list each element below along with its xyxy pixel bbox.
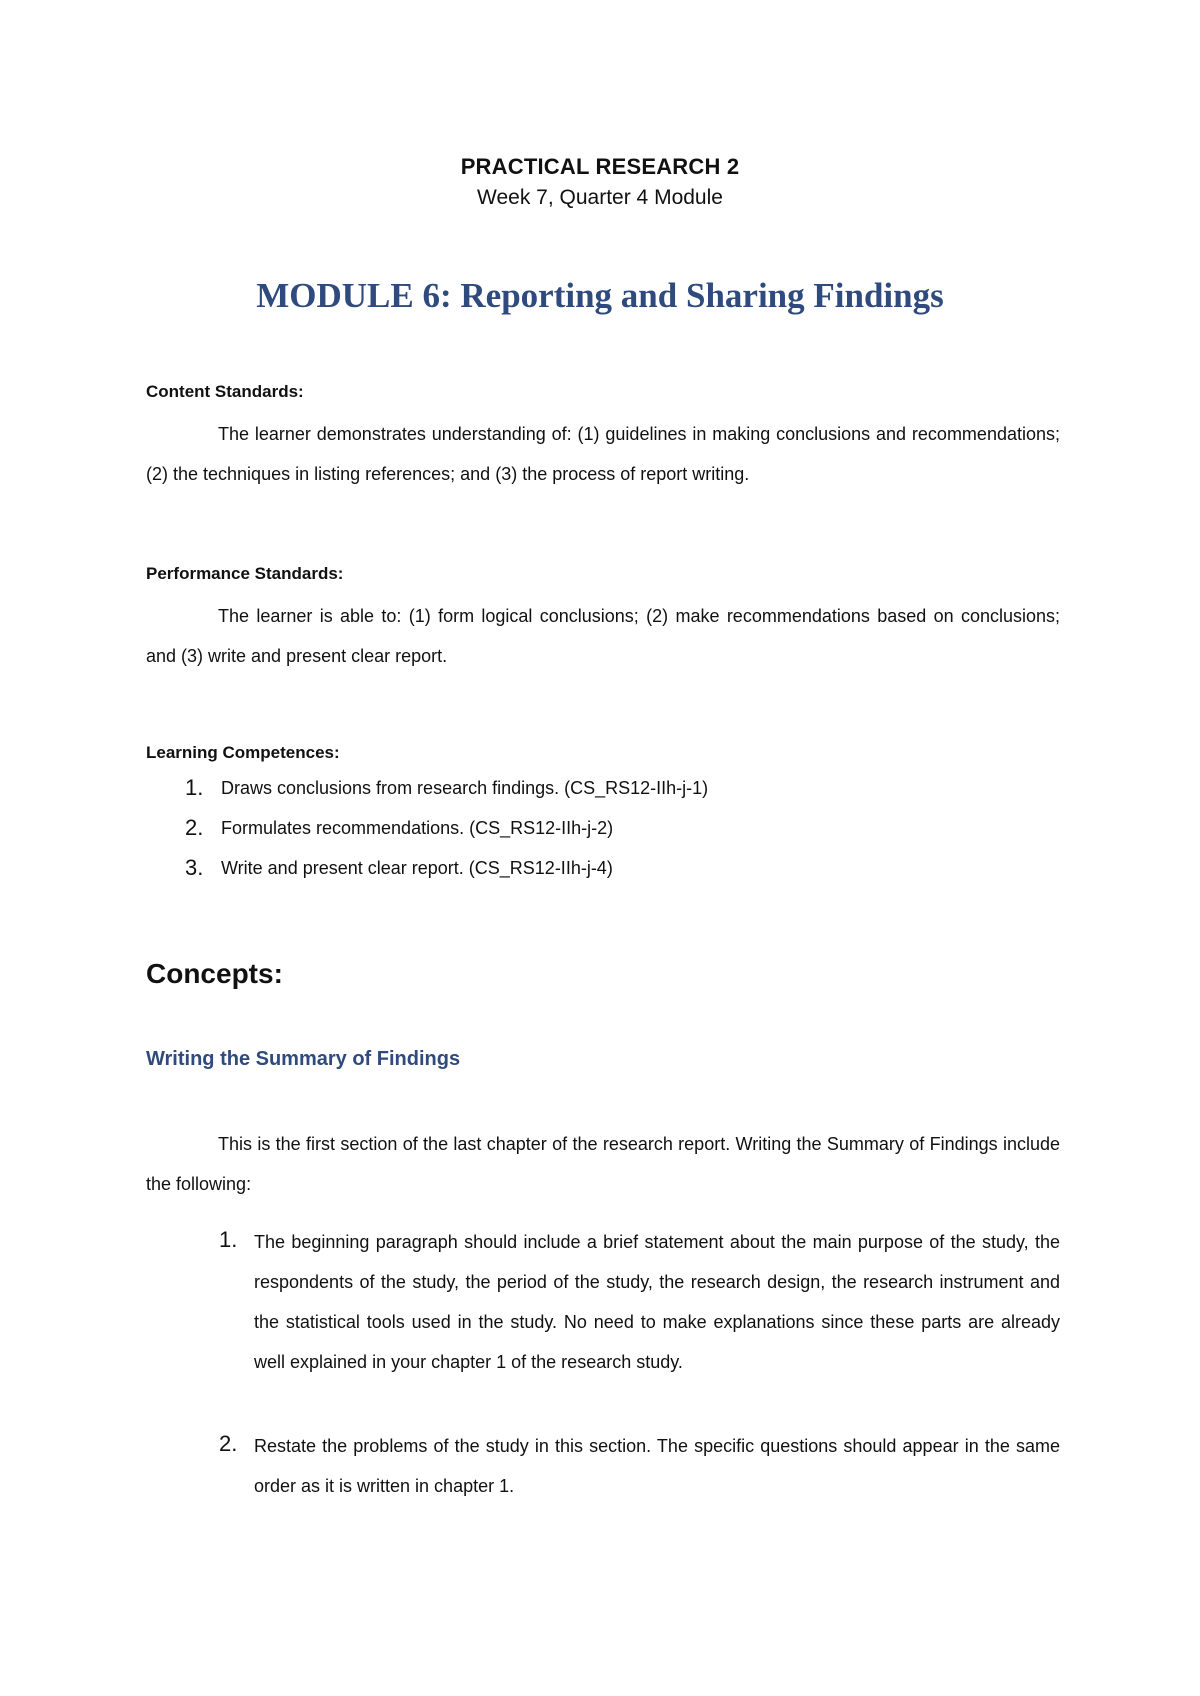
performance-standards-label: Performance Standards: (146, 564, 344, 583)
list-item-number: 3. (185, 855, 204, 880)
summary-intro (146, 1124, 1060, 1204)
document-subtitle: Week 7, Quarter 4 Module (477, 186, 723, 209)
document-title: PRACTICAL RESEARCH 2 (460, 154, 740, 179)
list-item-text: Formulates recommendations. (CS_RS12-IIh-j-2) (221, 818, 614, 838)
concepts-heading: Concepts: (146, 958, 283, 989)
summary-item-text: The beginning paragraph should include a brief statement about the main purpose of the study, the respondents of the study, the period of the study, the research design, the research instrument and the statistical tools used in the study. No need to make explanations since these parts are already well explained in your chapter 1 of the research study. (254, 1232, 1060, 1372)
list-item-number: 2. (185, 815, 204, 840)
summary-item-number: 2. (219, 1431, 238, 1456)
learning-competences-label: Learning Competences: (146, 743, 340, 762)
summary-item-text: Restate the problems of the study in this section. The specific questions should appear in the same order as it is written in chapter 1. (254, 1436, 1060, 1496)
list-item (185, 848, 708, 888)
content-standards-body: The learner demonstrates understanding of: (1) guidelines in making conclusions and recommendations; (2) the techniques in listing references; and (3) the process of report writing. (146, 424, 1060, 484)
list-item (185, 768, 708, 808)
performance-standards-body: The learner is able to: (1) form logical conclusions; (2) make recommendations based on conclusions; and (3) write and present clear report. (146, 606, 1060, 666)
content-standards-label: Content Standards: (146, 382, 304, 401)
list-item-text: Write and present clear report. (CS_RS12-IIh-j-4) (221, 858, 613, 878)
module-title: MODULE 6: Reporting and Sharing Findings (256, 276, 944, 315)
performance-standards-text (146, 596, 1060, 676)
list-item (185, 808, 708, 848)
learning-competences-list (185, 768, 708, 888)
summary-item-number: 1. (219, 1227, 238, 1252)
list-item-number: 1. (185, 775, 204, 800)
summary-intro-text: This is the first section of the last chapter of the research report. Writing the Summary of Findings include the following: (146, 1134, 1060, 1194)
list-item-text: Draws conclusions from research findings. (CS_RS12-IIh-j-1) (221, 778, 709, 798)
section-heading: Writing the Summary of Findings (146, 1048, 461, 1070)
content-standards-text (146, 414, 1060, 494)
